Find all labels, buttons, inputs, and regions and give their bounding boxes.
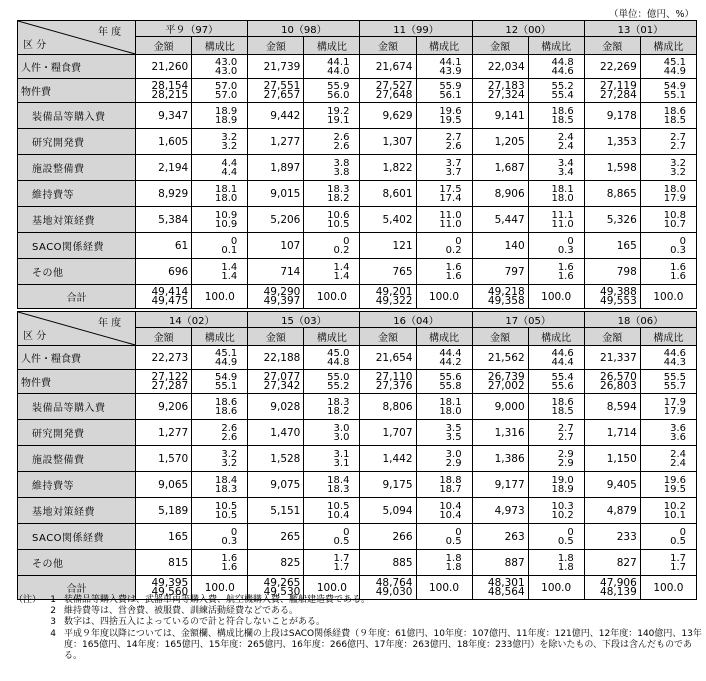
ratio-cell: 11.0 11.0 xyxy=(416,207,472,233)
amount-cell: 8,594 xyxy=(584,394,640,420)
ratio-cell: 100.0 xyxy=(416,576,472,600)
amount-header: 金額 xyxy=(360,328,416,346)
ratio-cell: 100.0 xyxy=(304,576,360,600)
table-row-equipment xyxy=(18,103,697,129)
amount-cell: 2,194 xyxy=(136,155,192,181)
amount-cell: 1,316 xyxy=(472,420,528,446)
row-label: 合計 xyxy=(18,576,136,600)
amount-cell: 8,601 xyxy=(360,181,416,207)
ratio-cell: 18.6 18.5 xyxy=(528,394,584,420)
amount-header: 金額 xyxy=(136,37,192,55)
ratio-cell: 100.0 xyxy=(416,285,472,309)
notes-prefix: （注） xyxy=(14,595,42,605)
ratio-cell: 18.9 18.9 xyxy=(192,103,248,129)
table-row-maintenance xyxy=(18,472,697,498)
amount-cell: 21,562 xyxy=(472,346,528,370)
ratio-cell: 1.8 1.8 xyxy=(528,550,584,576)
ratio-cell: 19.2 19.1 xyxy=(304,103,360,129)
table-row-equipment xyxy=(18,394,697,420)
amount-cell: 8,929 xyxy=(136,181,192,207)
ratio-header: 構成比 xyxy=(304,37,360,55)
ratio-cell: 3.2 3.2 xyxy=(192,446,248,472)
ratio-cell: 10.9 10.9 xyxy=(192,207,248,233)
ratio-cell: 10.4 10.4 xyxy=(416,498,472,524)
row-label: 施設整備費 xyxy=(18,155,136,181)
table-row-facilities xyxy=(18,446,697,472)
ratio-cell: 54.9 55.1 xyxy=(640,79,696,103)
amount-cell: 165 xyxy=(136,524,192,550)
ratio-cell: 0 0.5 xyxy=(640,524,696,550)
ratio-cell: 55.9 56.0 xyxy=(304,79,360,103)
table-row-saco xyxy=(18,524,697,550)
amount-cell: 21,739 xyxy=(248,55,304,79)
table-row-base-measures xyxy=(18,498,697,524)
table-row-others xyxy=(18,550,697,576)
ratio-cell: 45.0 44.8 xyxy=(304,346,360,370)
ratio-header: 構成比 xyxy=(416,328,472,346)
ratio-cell: 44.1 44.0 xyxy=(304,55,360,79)
amount-cell: 5,447 xyxy=(472,207,528,233)
row-label: SACO関係経費 xyxy=(18,524,136,550)
note-1: （注） 1 装備品等購入費は、武器車両等購入費、航空機購入費、艦船建造費である。 xyxy=(14,595,371,605)
amount-cell: 27,077 27,342 xyxy=(248,370,304,394)
amount-cell: 21,260 xyxy=(136,55,192,79)
ratio-header: 構成比 xyxy=(192,37,248,55)
ratio-cell: 3.4 3.4 xyxy=(528,155,584,181)
ratio-header: 構成比 xyxy=(304,328,360,346)
ratio-cell: 44.8 44.6 xyxy=(528,55,584,79)
amount-header: 金額 xyxy=(584,37,640,55)
amount-cell: 9,629 xyxy=(360,103,416,129)
year-header: 10（98） xyxy=(248,21,360,37)
amount-cell: 765 xyxy=(360,259,416,285)
notes xyxy=(14,595,704,662)
amount-cell: 1,822 xyxy=(360,155,416,181)
amount-cell: 9,206 xyxy=(136,394,192,420)
year-header: 18（06） xyxy=(584,312,696,328)
amount-cell: 263 xyxy=(472,524,528,550)
amount-cell: 815 xyxy=(136,550,192,576)
row-label: 人件・糧食費 xyxy=(18,55,136,79)
ratio-cell: 2.4 2.4 xyxy=(640,446,696,472)
ratio-cell: 44.6 44.3 xyxy=(640,346,696,370)
amount-cell: 887 xyxy=(472,550,528,576)
ratio-cell: 1.4 1.4 xyxy=(304,259,360,285)
amount-cell: 9,015 xyxy=(248,181,304,207)
amount-cell: 1,897 xyxy=(248,155,304,181)
ratio-cell: 1.6 1.6 xyxy=(416,259,472,285)
amount-cell: 4,879 xyxy=(584,498,640,524)
amount-header: 金額 xyxy=(472,37,528,55)
ratio-cell: 10.3 10.2 xyxy=(528,498,584,524)
row-label: 合計 xyxy=(18,285,136,309)
amount-cell: 48,301 48,564 xyxy=(472,576,528,600)
amount-cell: 121 xyxy=(360,233,416,259)
ratio-cell: 54.9 55.1 xyxy=(192,370,248,394)
ratio-cell: 18.8 18.7 xyxy=(416,472,472,498)
amount-cell: 1,707 xyxy=(360,420,416,446)
ratio-cell: 100.0 xyxy=(304,285,360,309)
ratio-cell: 55.9 56.1 xyxy=(416,79,472,103)
amount-cell: 8,865 xyxy=(584,181,640,207)
table-row-saco xyxy=(18,233,697,259)
amount-header: 金額 xyxy=(248,328,304,346)
row-label: 維持費等 xyxy=(18,181,136,207)
amount-cell: 1,277 xyxy=(248,129,304,155)
amount-cell: 9,000 xyxy=(472,394,528,420)
ratio-cell: 2.9 2.9 xyxy=(528,446,584,472)
ratio-cell: 18.6 18.6 xyxy=(192,394,248,420)
kubun-header xyxy=(18,312,136,346)
amount-cell: 26,570 26,803 xyxy=(584,370,640,394)
ratio-cell: 10.5 10.4 xyxy=(304,498,360,524)
amount-cell: 22,269 xyxy=(584,55,640,79)
amount-cell: 8,806 xyxy=(360,394,416,420)
amount-cell: 4,973 xyxy=(472,498,528,524)
year-header: 12（00） xyxy=(472,21,584,37)
budget-table-1997-2001 xyxy=(17,20,697,309)
amount-cell: 1,205 xyxy=(472,129,528,155)
amount-cell: 9,028 xyxy=(248,394,304,420)
ratio-cell: 18.1 18.0 xyxy=(192,181,248,207)
ratio-cell: 44.1 43.9 xyxy=(416,55,472,79)
row-label: SACO関係経費 xyxy=(18,233,136,259)
amount-cell: 27,110 27,376 xyxy=(360,370,416,394)
ratio-header: 構成比 xyxy=(192,328,248,346)
amount-cell: 5,384 xyxy=(136,207,192,233)
amount-cell: 696 xyxy=(136,259,192,285)
year-header: 13（01） xyxy=(584,21,696,37)
amount-cell: 9,442 xyxy=(248,103,304,129)
amount-cell: 27,122 27,287 xyxy=(136,370,192,394)
amount-cell: 1,442 xyxy=(360,446,416,472)
ratio-cell: 18.4 18.3 xyxy=(304,472,360,498)
amount-cell: 165 xyxy=(584,233,640,259)
amount-cell: 49,290 49,397 xyxy=(248,285,304,309)
ratio-cell: 55.6 55.8 xyxy=(416,370,472,394)
amount-cell: 21,654 xyxy=(360,346,416,370)
amount-cell: 28,154 28,215 xyxy=(136,79,192,103)
nendo-label: 年 度 xyxy=(97,27,122,38)
ratio-cell: 18.6 18.5 xyxy=(528,103,584,129)
ratio-cell: 10.8 10.7 xyxy=(640,207,696,233)
kubun-header xyxy=(18,21,136,55)
ratio-cell: 1.6 1.6 xyxy=(528,259,584,285)
ratio-header: 構成比 xyxy=(416,37,472,55)
year-header: 16（04） xyxy=(360,312,472,328)
row-label: その他 xyxy=(18,550,136,576)
ratio-cell: 17.9 17.9 xyxy=(640,394,696,420)
amount-cell: 827 xyxy=(584,550,640,576)
amount-cell: 61 xyxy=(136,233,192,259)
ratio-cell: 3.2 3.2 xyxy=(192,129,248,155)
amount-cell: 1,353 xyxy=(584,129,640,155)
row-label: 人件・糧食費 xyxy=(18,346,136,370)
amount-cell: 27,119 27,284 xyxy=(584,79,640,103)
ratio-cell: 4.4 4.4 xyxy=(192,155,248,181)
amount-cell: 9,405 xyxy=(584,472,640,498)
amount-cell: 1,528 xyxy=(248,446,304,472)
ratio-cell: 2.4 2.4 xyxy=(528,129,584,155)
amount-cell: 9,065 xyxy=(136,472,192,498)
ratio-cell: 0 0.1 xyxy=(192,233,248,259)
amount-cell: 265 xyxy=(248,524,304,550)
table-row-personnel xyxy=(18,55,697,79)
amount-cell: 22,034 xyxy=(472,55,528,79)
ratio-cell: 10.6 10.5 xyxy=(304,207,360,233)
amount-cell: 49,265 49,530 xyxy=(248,576,304,600)
amount-cell: 27,183 27,324 xyxy=(472,79,528,103)
ratio-cell: 2.7 2.6 xyxy=(416,129,472,155)
amount-cell: 49,388 49,553 xyxy=(584,285,640,309)
ratio-cell: 0 0.5 xyxy=(416,524,472,550)
amount-header: 金額 xyxy=(584,328,640,346)
amount-header: 金額 xyxy=(360,37,416,55)
year-header: 11（99） xyxy=(360,21,472,37)
year-header: 14（02） xyxy=(136,312,248,328)
ratio-cell: 0 0.2 xyxy=(304,233,360,259)
ratio-cell: 57.0 57.0 xyxy=(192,79,248,103)
amount-cell: 885 xyxy=(360,550,416,576)
ratio-cell: 100.0 xyxy=(528,285,584,309)
amount-cell: 27,527 27,648 xyxy=(360,79,416,103)
amount-cell: 8,906 xyxy=(472,181,528,207)
table-row-research xyxy=(18,129,697,155)
ratio-cell: 19.6 19.5 xyxy=(640,472,696,498)
ratio-cell: 43.0 43.0 xyxy=(192,55,248,79)
amount-cell: 5,151 xyxy=(248,498,304,524)
amount-cell: 5,206 xyxy=(248,207,304,233)
ratio-cell: 0 0.5 xyxy=(528,524,584,550)
amount-cell: 49,218 49,358 xyxy=(472,285,528,309)
ratio-cell: 55.2 55.4 xyxy=(528,79,584,103)
ratio-cell: 45.1 44.9 xyxy=(640,55,696,79)
ratio-cell: 1.4 1.4 xyxy=(192,259,248,285)
ratio-cell: 18.0 17.9 xyxy=(640,181,696,207)
table-row-base-measures xyxy=(18,207,697,233)
ratio-cell: 19.6 19.5 xyxy=(416,103,472,129)
ratio-cell: 100.0 xyxy=(192,576,248,600)
row-label: 研究開発費 xyxy=(18,420,136,446)
ratio-cell: 3.8 3.8 xyxy=(304,155,360,181)
note-3: 3 数字は、四捨五入によっているので計と符合しないことがある。 xyxy=(50,617,326,628)
ratio-cell: 11.1 11.0 xyxy=(528,207,584,233)
amount-header: 金額 xyxy=(472,328,528,346)
ratio-cell: 3.0 3.0 xyxy=(304,420,360,446)
year-header: 17（05） xyxy=(472,312,584,328)
amount-cell: 825 xyxy=(248,550,304,576)
ratio-cell: 2.6 2.6 xyxy=(304,129,360,155)
amount-header: 金額 xyxy=(136,328,192,346)
amount-header: 金額 xyxy=(248,37,304,55)
ratio-cell: 100.0 xyxy=(528,576,584,600)
row-label: 維持費等 xyxy=(18,472,136,498)
amount-cell: 1,470 xyxy=(248,420,304,446)
ratio-cell: 1.7 1.7 xyxy=(640,550,696,576)
amount-cell: 5,094 xyxy=(360,498,416,524)
kubun-label: 区 分 xyxy=(23,331,47,342)
amount-cell: 1,570 xyxy=(136,446,192,472)
ratio-cell: 0 0.2 xyxy=(416,233,472,259)
amount-cell: 9,175 xyxy=(360,472,416,498)
amount-cell: 49,395 49,560 xyxy=(136,576,192,600)
amount-cell: 9,347 xyxy=(136,103,192,129)
ratio-cell: 55.4 55.6 xyxy=(528,370,584,394)
table-row-maintenance xyxy=(18,181,697,207)
ratio-cell: 18.3 18.2 xyxy=(304,181,360,207)
table-row-material xyxy=(18,79,697,103)
ratio-cell: 3.6 3.6 xyxy=(640,420,696,446)
amount-cell: 21,337 xyxy=(584,346,640,370)
ratio-cell: 2.6 2.6 xyxy=(192,420,248,446)
table-row-material xyxy=(18,370,697,394)
ratio-cell: 44.4 44.2 xyxy=(416,346,472,370)
table-row-others xyxy=(18,259,697,285)
ratio-cell: 44.6 44.4 xyxy=(528,346,584,370)
amount-cell: 233 xyxy=(584,524,640,550)
amount-cell: 49,201 49,322 xyxy=(360,285,416,309)
row-label: 施設整備費 xyxy=(18,446,136,472)
amount-cell: 5,326 xyxy=(584,207,640,233)
ratio-cell: 55.0 55.2 xyxy=(304,370,360,394)
note-4: 4 平成９年度以降については、金額欄、構成比欄の上段はSACO関係経費（９年度：61億円、10年度：107億円、11年度：121億円、12年度：140億円、13年度：165億円、14年度：165億円、15年度：265億円、16年度：266億円、17年度：263億円、18年度：233億円）を除いたもの、下段は含んだものである。 xyxy=(50,628,702,662)
ratio-cell: 0 0.3 xyxy=(640,233,696,259)
ratio-cell: 10.5 10.5 xyxy=(192,498,248,524)
amount-cell: 9,075 xyxy=(248,472,304,498)
row-label: 装備品等購入費 xyxy=(18,394,136,420)
amount-cell: 1,277 xyxy=(136,420,192,446)
amount-cell: 714 xyxy=(248,259,304,285)
ratio-cell: 55.5 55.7 xyxy=(640,370,696,394)
amount-cell: 5,402 xyxy=(360,207,416,233)
amount-cell: 1,150 xyxy=(584,446,640,472)
ratio-cell: 3.1 3.1 xyxy=(304,446,360,472)
amount-cell: 47,906 48,139 xyxy=(584,576,640,600)
ratio-cell: 45.1 44.9 xyxy=(192,346,248,370)
amount-cell: 9,141 xyxy=(472,103,528,129)
note-2: 2 維持費等は、営舎費、被服費、訓練活動経費などである。 xyxy=(50,606,299,617)
ratio-cell: 3.7 3.7 xyxy=(416,155,472,181)
year-header: 平９（97） xyxy=(136,21,248,37)
amount-cell: 1,687 xyxy=(472,155,528,181)
amount-cell: 9,177 xyxy=(472,472,528,498)
kubun-label: 区 分 xyxy=(23,40,47,51)
amount-cell: 9,178 xyxy=(584,103,640,129)
amount-cell: 26,739 27,002 xyxy=(472,370,528,394)
ratio-cell: 1.7 1.7 xyxy=(304,550,360,576)
row-label: 基地対策経費 xyxy=(18,207,136,233)
ratio-cell: 1.8 1.8 xyxy=(416,550,472,576)
ratio-cell: 18.3 18.2 xyxy=(304,394,360,420)
amount-cell: 49,414 49,475 xyxy=(136,285,192,309)
amount-cell: 1,307 xyxy=(360,129,416,155)
ratio-cell: 18.1 18.0 xyxy=(416,394,472,420)
amount-cell: 798 xyxy=(584,259,640,285)
ratio-cell: 2.7 2.7 xyxy=(640,129,696,155)
ratio-cell: 100.0 xyxy=(192,285,248,309)
table-row-total xyxy=(18,285,697,309)
row-label: 研究開発費 xyxy=(18,129,136,155)
amount-cell: 22,273 xyxy=(136,346,192,370)
ratio-header: 構成比 xyxy=(640,328,696,346)
ratio-cell: 0 0.3 xyxy=(528,233,584,259)
ratio-cell: 1.6 1.6 xyxy=(640,259,696,285)
unit-label: （単位：億円、%） xyxy=(608,9,694,20)
ratio-cell: 17.5 17.4 xyxy=(416,181,472,207)
ratio-cell: 100.0 xyxy=(640,576,696,600)
row-label: 物件費 xyxy=(18,79,136,103)
ratio-cell: 3.5 3.5 xyxy=(416,420,472,446)
amount-cell: 27,551 27,657 xyxy=(248,79,304,103)
amount-cell: 797 xyxy=(472,259,528,285)
budget-table-2002-2006 xyxy=(17,311,697,600)
amount-cell: 22,188 xyxy=(248,346,304,370)
row-label: 基地対策経費 xyxy=(18,498,136,524)
ratio-cell: 18.4 18.3 xyxy=(192,472,248,498)
ratio-cell: 19.0 18.9 xyxy=(528,472,584,498)
amount-cell: 1,598 xyxy=(584,155,640,181)
ratio-cell: 0 0.5 xyxy=(304,524,360,550)
ratio-header: 構成比 xyxy=(640,37,696,55)
ratio-cell: 3.0 2.9 xyxy=(416,446,472,472)
amount-cell: 5,189 xyxy=(136,498,192,524)
ratio-cell: 0 0.3 xyxy=(192,524,248,550)
row-label: 物件費 xyxy=(18,370,136,394)
ratio-cell: 10.2 10.1 xyxy=(640,498,696,524)
ratio-header: 構成比 xyxy=(528,37,584,55)
amount-cell: 21,674 xyxy=(360,55,416,79)
ratio-cell: 1.6 1.6 xyxy=(192,550,248,576)
ratio-cell: 2.7 2.7 xyxy=(528,420,584,446)
amount-cell: 107 xyxy=(248,233,304,259)
amount-cell: 48,764 49,030 xyxy=(360,576,416,600)
amount-cell: 1,605 xyxy=(136,129,192,155)
year-header: 15（03） xyxy=(248,312,360,328)
row-label: その他 xyxy=(18,259,136,285)
ratio-cell: 18.6 18.5 xyxy=(640,103,696,129)
row-label: 装備品等購入費 xyxy=(18,103,136,129)
amount-cell: 266 xyxy=(360,524,416,550)
ratio-cell: 18.1 18.0 xyxy=(528,181,584,207)
ratio-cell: 100.0 xyxy=(640,285,696,309)
table-row-facilities xyxy=(18,155,697,181)
table-row-personnel xyxy=(18,346,697,370)
amount-cell: 1,386 xyxy=(472,446,528,472)
ratio-header: 構成比 xyxy=(528,328,584,346)
amount-cell: 1,714 xyxy=(584,420,640,446)
ratio-cell: 3.2 3.2 xyxy=(640,155,696,181)
table-row-research xyxy=(18,420,697,446)
nendo-label: 年 度 xyxy=(97,318,122,329)
amount-cell: 140 xyxy=(472,233,528,259)
